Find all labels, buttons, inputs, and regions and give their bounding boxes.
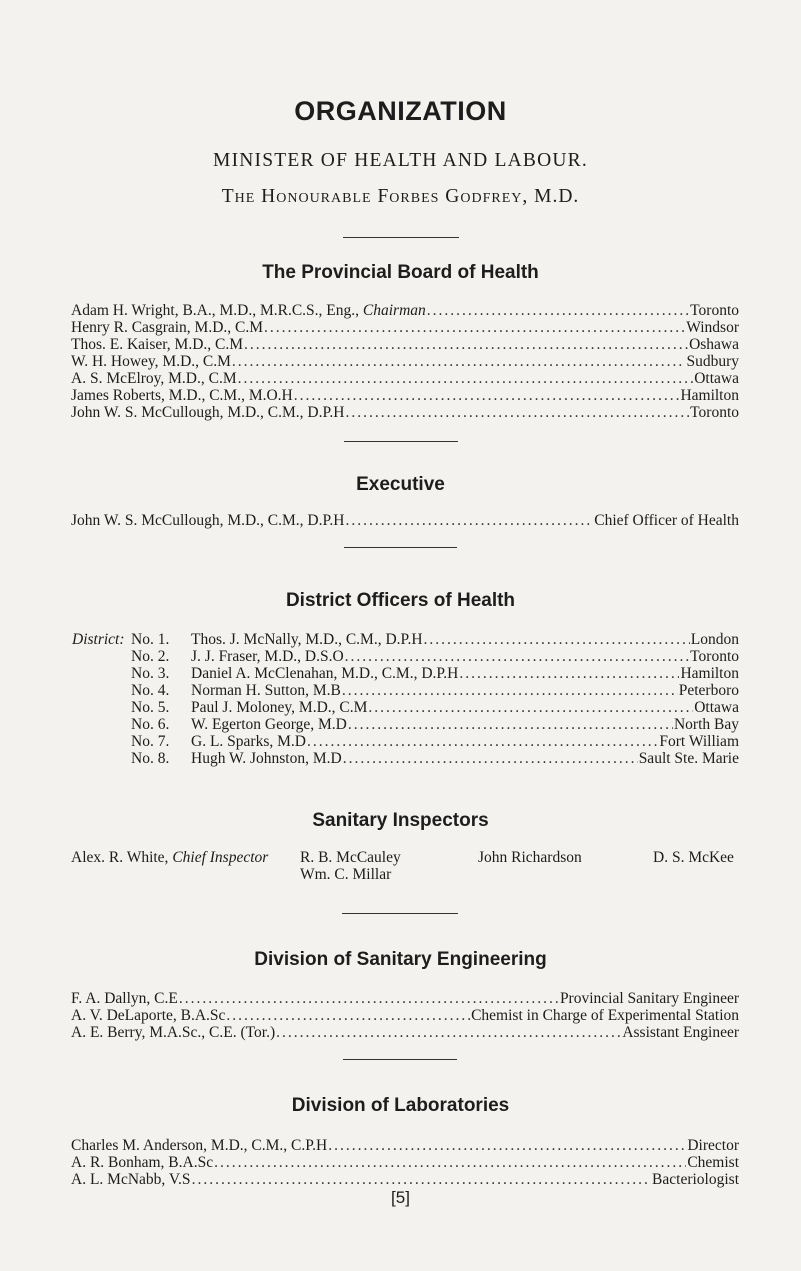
dot-leader [294,387,680,405]
dot-leader [307,733,658,751]
officer-name: Norman H. Sutton, M.B [191,682,341,699]
staff-position: Provincial Sanitary Engineer [559,990,739,1007]
officer-name: Hugh W. Johnston, M.D [191,750,342,767]
dot-leader [276,1024,621,1042]
district-label: District: [72,631,125,648]
officer-place: Hamilton [680,665,739,682]
dot-leader [345,648,689,666]
officer-name: Daniel A. McClenahan, M.D., C.M., D.P.H [191,665,459,682]
divider [343,1059,457,1060]
board-member [71,370,739,388]
divider [344,547,457,548]
member-place: Ottawa [694,370,739,387]
minister-heading: MINISTER OF HEALTH AND LABOUR. [213,150,588,171]
staff-name: A. E. Berry, M.A.Sc., C.E. (Tor.) [71,1024,276,1041]
divider [343,237,459,238]
dot-leader [192,1171,651,1189]
board-member [71,319,739,337]
staff-name: F. A. Dallyn, C.E [71,990,178,1007]
member-name: Adam H. Wright, B.A., M.D., M.R.C.S., Eng., [71,302,360,319]
staff-position: Assistant Engineer [622,1024,739,1041]
dot-leader [264,319,685,337]
board-heading: The Provincial Board of Health [262,262,539,283]
board-member [71,353,739,371]
district-number: No. 2. [131,648,170,665]
engineering-staff [71,1024,739,1042]
district-officer [191,733,739,751]
dot-leader [226,1007,470,1025]
member-place: Oshawa [689,336,739,353]
member-place: Windsor [686,319,739,336]
district-officer [191,699,739,717]
officer-name: W. Egerton George, M.D [191,716,347,733]
dot-leader [459,665,679,683]
divider [342,913,458,914]
dot-leader [342,682,678,700]
board-member [71,302,739,320]
engineering-staff [71,990,739,1008]
staff-position: Chemist in Charge of Experimental Station [471,1007,739,1024]
officer-place: Toronto [690,648,739,665]
inspector-name: Wm. C. Millar [300,866,392,883]
laboratory-staff [71,1137,739,1155]
staff-name: A. L. McNabb, V.S [71,1171,191,1188]
officer-place: Fort William [659,733,739,750]
dot-leader [368,699,693,717]
executive-name: John W. S. McCullough, M.D., C.M., D.P.H [71,512,345,529]
page-number: [5] [391,1188,410,1207]
staff-position: Director [687,1137,739,1154]
inspectors-heading: Sanitary Inspectors [312,810,489,831]
laboratories-heading: Division of Laboratories [291,1095,510,1116]
member-name: John W. S. McCullough, M.D., C.M., D.P.H [71,404,345,421]
district-officer [191,631,739,649]
dot-leader [345,404,689,422]
dot-leader [238,370,694,388]
district-officer [191,716,739,734]
executive-heading: Executive [356,474,445,495]
officer-name: J. J. Fraser, M.D., D.S.O [191,648,344,665]
dot-leader [328,1137,686,1155]
officer-place: Peterboro [678,682,739,699]
inspector-name: John Richardson [478,849,582,866]
staff-name: Charles M. Anderson, M.D., C.M., C.P.H [71,1137,328,1154]
laboratory-staff [71,1154,739,1172]
staff-name: A. R. Bonham, B.A.Sc [71,1154,214,1171]
inspector-name: D. S. McKee [653,849,734,866]
member-name: W. H. Howey, M.D., C.M [71,353,231,370]
engineering-heading: Division of Sanitary Engineering [254,949,547,970]
staff-name: A. V. DeLaporte, B.A.Sc [71,1007,226,1024]
district-officer [191,750,739,768]
district-officer [191,665,739,683]
dot-leader [424,631,690,649]
district-number: No. 3. [131,665,170,682]
executive-position: Chief Officer of Health [594,512,739,529]
chief-inspector-name: Alex. R. White, [71,849,169,866]
dot-leader [427,302,689,320]
district-number: No. 5. [131,699,170,716]
district-number: No. 4. [131,682,170,699]
member-place: Sudbury [686,353,739,370]
member-place: Toronto [690,302,739,319]
district-number: No. 8. [131,750,170,767]
dot-leader [343,750,638,768]
board-member [71,336,739,354]
minister-name: The Honourable Forbes Godfrey, M.D. [221,186,580,207]
dot-leader [345,512,593,530]
executive-row [71,512,739,530]
staff-position: Chemist [687,1154,739,1171]
officer-name: G. L. Sparks, M.D [191,733,306,750]
member-name: A. S. McElroy, M.D., C.M [71,370,237,387]
officer-place: Sault Ste. Marie [638,750,739,767]
board-member [71,404,739,422]
staff-position: Bacteriologist [652,1171,739,1188]
page-title: ORGANIZATION [294,96,507,126]
district-officer [191,648,739,666]
district-number: No. 6. [131,716,170,733]
officer-place: Ottawa [694,699,739,716]
dot-leader [348,716,673,734]
district-heading: District Officers of Health [285,590,516,611]
member-name: James Roberts, M.D., C.M., M.O.H [71,387,293,404]
laboratory-staff [71,1171,739,1189]
chief-inspector-title: Chief Inspector [172,849,269,866]
dot-leader [232,353,686,371]
member-name: Henry R. Casgrain, M.D., C.M [71,319,264,336]
officer-place: North Bay [673,716,739,733]
officer-name: Paul J. Moloney, M.D., C.M [191,699,368,716]
member-place: Toronto [690,404,739,421]
divider [344,441,458,442]
member-name: Thos. E. Kaiser, M.D., C.M [71,336,244,353]
member-place: Hamilton [680,387,739,404]
officer-name: Thos. J. McNally, M.D., C.M., D.P.H [191,631,423,648]
member-role: Chairman [362,302,426,319]
district-number: No. 7. [131,733,170,750]
district-officer [191,682,739,700]
district-number: No. 1. [131,631,170,648]
dot-leader [214,1154,686,1172]
dot-leader [179,990,559,1008]
inspector-name: R. B. McCauley [300,849,401,866]
dot-leader [244,336,688,354]
board-member [71,387,739,405]
officer-place: London [690,631,739,648]
engineering-staff [71,1007,739,1025]
chief-inspector [71,849,268,867]
